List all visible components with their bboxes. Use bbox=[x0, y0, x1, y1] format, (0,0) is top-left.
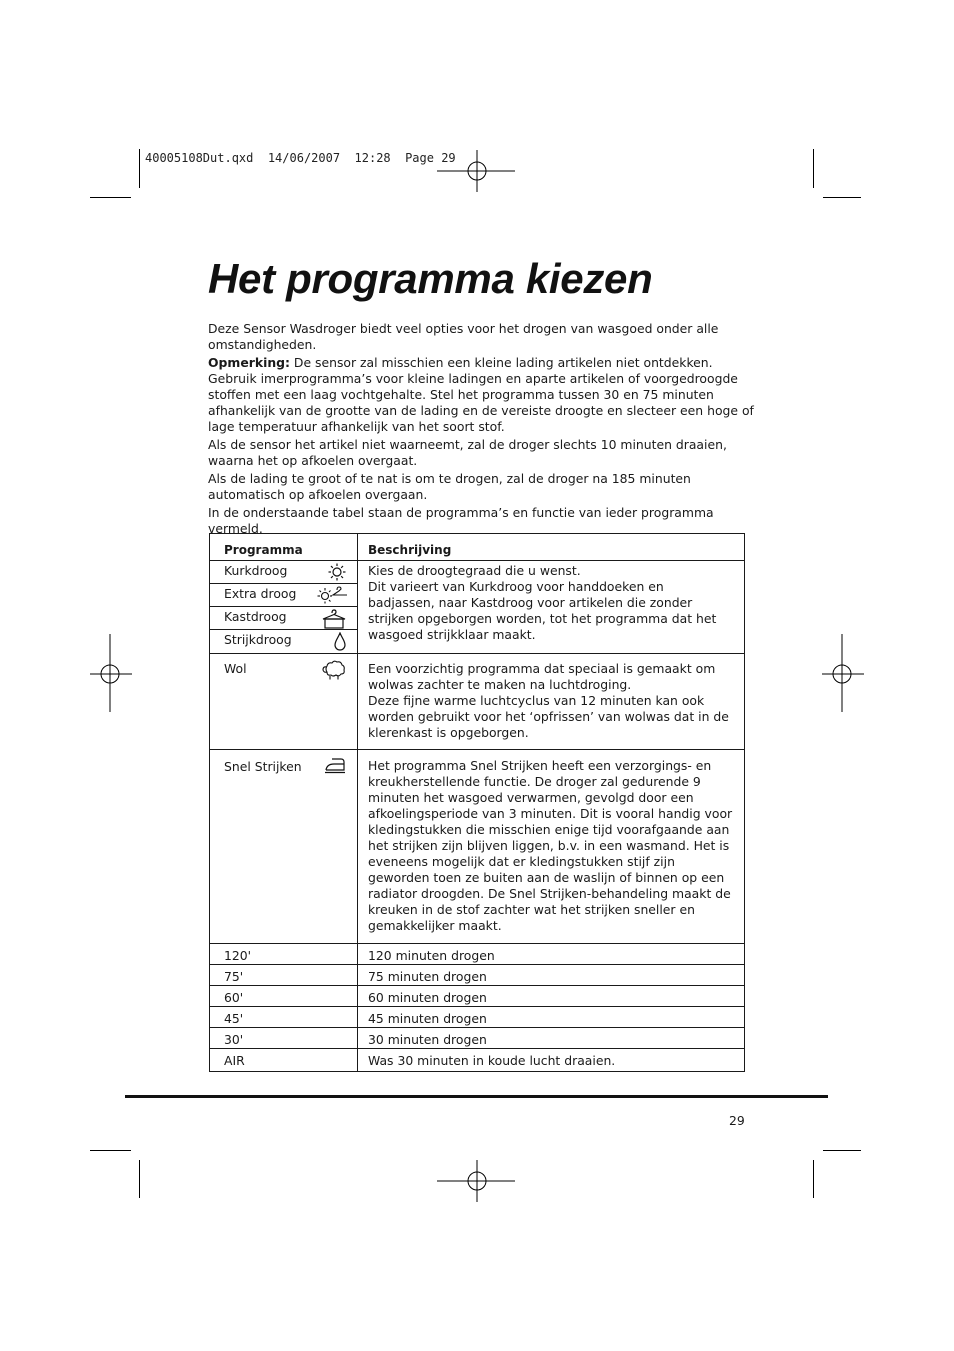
program-time-description: 60 minuten drogen bbox=[358, 986, 745, 1007]
program-label: Kurkdroog bbox=[224, 563, 288, 578]
file-slug: 40005108Dut.qxd 14/06/2007 12:28 Page 29 bbox=[145, 151, 456, 165]
description-text: Deze fijne warme luchtcyclus van 12 minuten kan ook worden gebruikt voor het ‘opfrissen’ van wolwas dat in de klerenkast is opgeborgen. bbox=[368, 693, 729, 740]
table-row bbox=[210, 1007, 745, 1028]
intro-text bbox=[208, 321, 756, 539]
footer-rule bbox=[125, 1095, 828, 1098]
program-time: 45' bbox=[210, 1007, 358, 1028]
page-number: 29 bbox=[729, 1113, 745, 1128]
program-label: Extra droog bbox=[224, 586, 297, 601]
crop-mark bbox=[90, 1150, 131, 1151]
program-time: 120' bbox=[210, 944, 358, 965]
program-table bbox=[209, 533, 745, 1072]
program-time: 75' bbox=[210, 965, 358, 986]
intro-paragraph: Als de sensor het artikel niet waarneemt, zal de droger slechts 10 minuten draaien, waarna het op afkoelen overgaat. bbox=[208, 437, 727, 468]
intro-paragraph: Deze Sensor Wasdroger biedt veel opties voor het drogen van wasgoed onder alle omstandigheden. bbox=[208, 321, 719, 352]
header-beschrijving: Beschrijving bbox=[358, 534, 745, 561]
header-programma: Programma bbox=[210, 534, 358, 561]
note-paragraph bbox=[208, 355, 756, 435]
note-text: De sensor zal misschien een kleine lading artikelen niet ontdekken. Gebruik imerprogramma’s voor kleine ladingen en aparte artikelen of voorgedroogde stoffen met een laag vochtgehalte. Stel het programma tussen 30 en 75 minuten afhankelijk van de grootte van de lading en de vereiste droogte en slecteer een hoge of lage temperatuur afhankelijk van het soort stof. bbox=[208, 355, 754, 434]
program-time: AIR bbox=[210, 1049, 358, 1072]
program-time: 60' bbox=[210, 986, 358, 1007]
description-text: Kies de droogtegraad die u wenst. bbox=[368, 563, 581, 578]
iron-icon bbox=[323, 756, 347, 774]
note-label: Opmerking: bbox=[208, 355, 290, 370]
table-row bbox=[210, 561, 745, 654]
description-text: Een voorzichtig programma dat speciaal is gemaakt om wolwas zachter te maken na luchtdroging. bbox=[368, 661, 716, 692]
description-text: Het programma Snel Strijken heeft een verzorgings- en kreukherstellende functie. De droger zal gedurende 9 minuten het wasgoed verwarmen, gevolgd door een afkoelingsperiode van 3 minuten. Dit is vooral handig voor kledingstukken die misschien enige tijd voorafgaande aan het strijken zijn blijven liggen, b.v. in een wasmand. Het is eveneens mogelijk dat er kledingstukken stijf zijn geworden toen ze buiten aan de waslijn of binnen op een radiator droogden. De Snel Strijken-behandeling maakt de kreuken in de stof zachter wat het strijken sneller en gemakkelijker maakt. bbox=[368, 758, 733, 933]
page-title: Het programma kiezen bbox=[208, 255, 653, 302]
registration-mark-icon bbox=[822, 634, 864, 714]
program-wol-description bbox=[358, 654, 745, 750]
program-snel-strijken bbox=[210, 750, 358, 944]
description-text: Dit varieert van Kurkdroog voor handdoeken en badjassen, naar Kastdroog voor artikelen die zonder strijken opgeborgen worden, tot het programma dat het wasgoed strijkklaar maakt. bbox=[368, 579, 717, 642]
program-label: Wol bbox=[224, 661, 247, 676]
program-kastdroog bbox=[210, 607, 357, 630]
intro-paragraph: Als de lading te groot of te nat is om te drogen, zal de droger na 185 minuten automatisch op afkoelen overgaan. bbox=[208, 471, 691, 502]
table-row bbox=[210, 1049, 745, 1072]
table-row bbox=[210, 654, 745, 750]
program-strijkdroog bbox=[210, 630, 357, 652]
program-time-description: 75 minuten drogen bbox=[358, 965, 745, 986]
drop-icon bbox=[333, 632, 347, 652]
program-time-description: 30 minuten drogen bbox=[358, 1028, 745, 1049]
program-label: Strijkdroog bbox=[224, 632, 292, 647]
program-time-description: Was 30 minuten in koude lucht draaien. bbox=[358, 1049, 745, 1072]
program-time-description: 45 minuten drogen bbox=[358, 1007, 745, 1028]
sheep-icon bbox=[321, 660, 347, 680]
crop-mark bbox=[823, 197, 861, 198]
crop-mark bbox=[813, 1160, 814, 1198]
program-kurkdroog bbox=[210, 561, 357, 584]
registration-mark-icon bbox=[437, 1160, 517, 1202]
table-row bbox=[210, 986, 745, 1007]
program-time-description: 120 minuten drogen bbox=[358, 944, 745, 965]
program-time: 30' bbox=[210, 1028, 358, 1049]
crop-mark bbox=[813, 149, 814, 188]
sun-hanger-icon bbox=[317, 586, 347, 604]
program-snel-strijken-description bbox=[358, 750, 745, 944]
program-label: Kastdroog bbox=[224, 609, 287, 624]
crop-mark bbox=[139, 149, 140, 188]
crop-mark bbox=[90, 197, 131, 198]
crop-mark bbox=[823, 1150, 861, 1151]
table-row bbox=[210, 750, 745, 944]
program-wol bbox=[210, 654, 358, 750]
crop-mark bbox=[139, 1160, 140, 1198]
program-group-cell bbox=[210, 561, 358, 654]
hanger-icon bbox=[321, 609, 347, 629]
table-header-row bbox=[210, 534, 745, 561]
intro-paragraph: In de onderstaande tabel staan de programma’s en functie van ieder programma vermeld. bbox=[208, 505, 714, 536]
sun-icon bbox=[327, 563, 347, 581]
table-row bbox=[210, 944, 745, 965]
program-extra-droog bbox=[210, 584, 357, 607]
table-row bbox=[210, 1028, 745, 1049]
registration-mark-icon bbox=[90, 634, 132, 714]
table-row bbox=[210, 965, 745, 986]
program-label: Snel Strijken bbox=[224, 759, 302, 774]
program-group-description bbox=[358, 561, 745, 654]
